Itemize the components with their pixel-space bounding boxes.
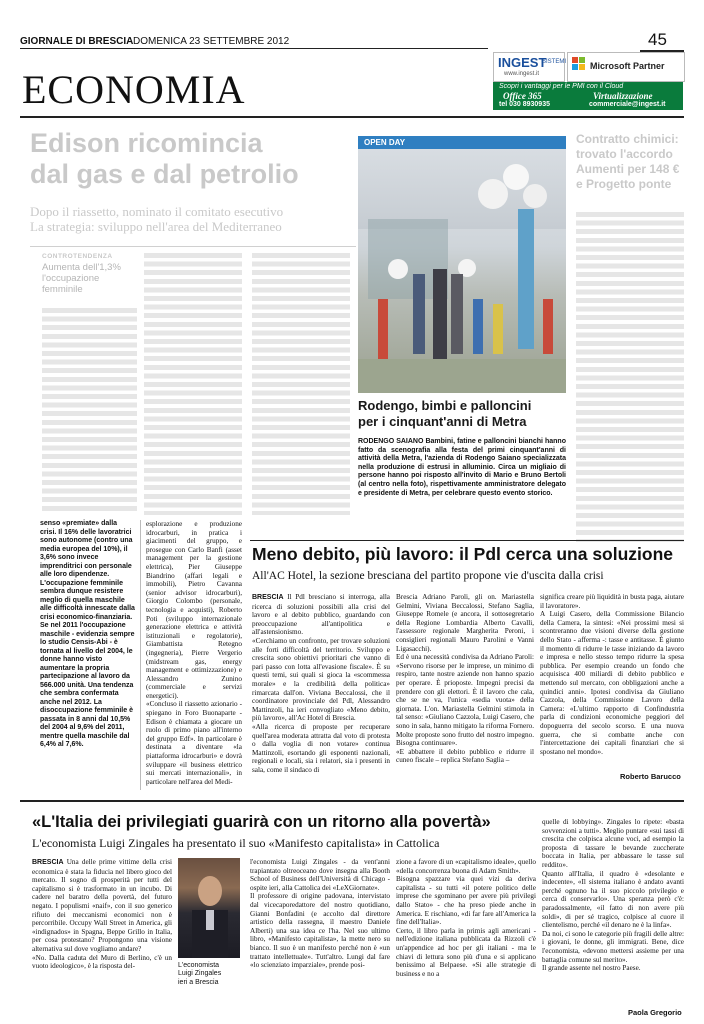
lead-col2: esplorazione e produzione idrocarburi, in pratica i giacimenti del gruppo, e prosegue con Carlo Banfi (asset management per la gestione elettrica), Pier Giuseppe Biandrino (affari legali e immobili), Pietro Cavanna (senior advisor idrocarburi), Giorgio Colombo (personale, tecnologia e acquisti), Roberto Poti (sviluppo internazionale generazione elettrica e attività istituzionali e regolatorie), Giambattista Retegno (ingegneria), Pierre Vergerio (midstream gas, energy management e ottimizzazione) e Alessandro Zunino (commerciale e servizi energetici). «Concluso il riassetto azionario - spiegano in Foro Buonaparte - Edison è chiamata a giocare un ruolo di primo piano all'interno del gruppo Edf». In particolare è destinata a diventare «la piattaforma idrocarburi» e dovrà sviluppare «il business elettrico sui mercati internazionali», in particolare nell'area del Medi- — [146, 520, 242, 786]
section-title: ECONOMIA — [22, 67, 246, 112]
pdl-headline: Meno debito, più lavoro: il Pdl cerca una soluzione — [252, 544, 674, 564]
lead-rule — [30, 246, 356, 247]
ad-virtual: Virtualizzazione — [593, 91, 653, 101]
zingales-subtitle: L'economista Luigi Zingales ha presentato il suo «Manifesto capitalista» in Cattolica — [32, 836, 440, 850]
zingales-col1 — [32, 858, 172, 971]
photo-caption-line1: L'economista — [178, 962, 220, 969]
pdl-dateline: BRESCIA — [252, 594, 284, 601]
open-day-caption — [358, 438, 566, 498]
zingales-headline: «L'Italia dei privilegiati guarirà con un ritorno alla povertà» — [32, 813, 491, 831]
ad-tagline: Scopri i vantaggi per le PMI con il Cloud — [499, 83, 624, 90]
zingales-author: Paola Gregorio — [628, 1008, 682, 1017]
section-rule — [20, 116, 684, 118]
ad-url: www.ingest.it — [504, 71, 540, 77]
pdl-author: Roberto Barucco — [620, 772, 681, 781]
chimici-headline-line3: Aumenti per 148 € — [576, 162, 680, 176]
ad-brand: INGEST — [498, 55, 547, 70]
pdl-col2: Brescia Adriano Paroli, gli on. Mariastella Gelmini, Viviana Beccalossi, Stefano Saglia, Giuseppe Romele (e ancora, il sottosegretario della Regione Lombardia Alberto Cavalli, l'assessore regionale Margherita Peroni, i consiglieri regionali Mauro Parolini e Vanni Ligasacchi). Ed è una necessità condivisa da Adriano Paroli: «Servono risorse per le imprese, un minimo di respiro, tante nostre aziende non hanno spazio per operare. È prioposte. Impegni precisi da prendere con gli elettori. È il lavoro che cala, che se ne va, l'unica «sedia vuota» della giornata. L'on. Mariastella Gelmini stimola in tal senso: «Giuliano Cazzola, Luigi Casero, che sono in sala, hanno mitigato la riforma Fornero. Molte proposte sono frutto del nostro impegno. Bisogna continuare». «E abbattere il debito pubblico e ridurre il cuneo fiscale – replica Stefano Saglia – — [396, 593, 534, 765]
chimici-headline-line2: trovato l'accordo — [576, 147, 673, 161]
zingales-col2: l'economista Luigi Zingales - da vent'anni trapiantato oltreoceano dove insegna alla Booth School of Business dell'Università di Chicago - ospite ieri, alla Cattolica dei «LeXGiornate». Il professore di origine padovana, intervistato dal vicecaporedattore del nostro quotidiano, Gianni Bonfadini (e accolto dal direttore artistico della rassegna, il maestro Daniele Alberti) una sua idea ce l'ha. Nel suo ultimo libro, «Manifesto capitalista», la mette nero su bianco. Il suo è un manifesto perché non è «un trattato intellettuale». Tutt'altro. Lungi dal fare «lo scienziato imparziale», prende posi- — [250, 858, 390, 970]
pdl-top-rule — [250, 540, 684, 541]
lead-faded-col1 — [144, 253, 242, 515]
pdl-col3: significa creare più liquidità in busta paga, aiutare il lavoratore». A Luigi Casero, della Commissione Bilancio della Camera, la sintesi: «Nei prossimi mesi si scontreranno due visioni diverse della gestione dello Stato - afferma -: tasse e antitasse. È giunto il momento di ridurre le tasse iniziando da lavoro e impresa e nello stesso tempo ridurre la spesa pubblica. Per esempio creando un fondo che acquisisca 400 miliardi di debito pubblico e mettendo sul mercato, con obbligazioni anche a quindici anni». Ipotesi condivisa da Giuliano Cazzola, della Commissione Lavoro della Camera: «L'ultimo rapporto di Confindustria parla di condizioni economiche peggiori del dopoguerra del secolo scorso. E una nuova guerra, che si combatte anche con l'intercettazione dei capitali finanziari che si spostano nel mondo». — [540, 593, 684, 756]
ingest-logo — [493, 52, 565, 82]
pdl-col1-text: Il Pdl bresciano si interroga, alla ricerca di soluzioni possibili alla crisi del lavoro e al debito pubblico, guardando con preoccupazione all'antipolitica e all'astensionismo. «Cerchiamo un confronto, per trovare soluzioni alle forti difficoltà del territorio. Sviluppo e crescita sono obiettivi prioritari che vanno di pari passo con lotta all'evasione fiscale». È su questi temi, sui quali si gioca la «scommessa morale» e la credibilità della politica» rimarcata dall'on. Viviana Beccalossi, che il coordinatore provinciale del Pdl, Alessandro Mattinzoli, ha ieri convogliato «Meno debito, più lavoro», all'Ac Hotel di Brescia. «Alla ricerca di proposte per recuperare quell'area moderata attratta dal voto di protesta o dalla voglia di non votare» continua Mattinzoli, esortando gli esponenti nazionali, regionali e locali, sia i relatori, sia i presenti in sala, come il sindaco di — [252, 593, 391, 774]
side-faded-text — [42, 308, 137, 514]
open-day-headline-line1: Rodengo, bimbi e palloncini — [358, 398, 532, 413]
zingales-photo-caption — [178, 962, 240, 987]
lead-headline-line2: dal gas e dal petrolio — [30, 159, 299, 189]
microsoft-partner-logo — [567, 52, 685, 82]
ad-phone: tel 030 8930935 — [499, 101, 550, 108]
lead-subtitle-line1: Dopo il riassetto, nominato il comitato esecutivo — [30, 204, 284, 219]
ad-office: Office 365 — [503, 91, 542, 101]
photo-caption-line2: Luigi Zingales — [178, 970, 222, 978]
ad-partner: Microsoft Partner — [590, 61, 665, 71]
advertisement[interactable] — [493, 52, 683, 110]
zingales-col1-text: Una delle prime vittime della crisi economica è stata la fiducia nel libero gioco del mercato. Il sogno di prosperità per tutti del capitalismo si è trasformato in un incubo. Di cadere nel baratro della povertà, del futuro negato. I populismi «naif», con il suo generico rifiuto dei meccanismi economici non è percorribile. Occupy Wall Street in America, gli «indignados» in Spagna, Beppe Grillo in Italia, per cosa protestano? Propongono una visione alternativa sul dove vogliamo andare? «No. Dalla caduta del Muro di Berlino, c'è un vuoto ideologico», è la risposta del- — [32, 858, 173, 971]
pdl-subtitle: All'AC Hotel, la sezione bresciana del partito propone vie d'uscita dalla crisi — [252, 570, 604, 582]
open-day-caption-text: Bambini, fatine e palloncini bianchi hanno fatto da scenografia alla festa del primi cinquant'anni di attività della Metra, l'azienda di Rodengo Saiano specializzata nella produzione di estrusi in alluminio. Circa un migliaio di persone hanno poi risposto all'invito di Mario e Bruno Bertoli (al centro nella foto), rispettivamente amministratore delegato e presidente di Metra, per celebrare questo evento storico. — [358, 438, 566, 497]
lead-subtitle — [30, 204, 283, 234]
lead-headline — [30, 128, 299, 190]
header-rule — [20, 48, 488, 49]
issue-date: DOMENICA 23 SETTEMBRE 2012 — [133, 36, 290, 47]
zingales-top-rule — [20, 800, 684, 802]
chimici-headline-line4: e Progetto ponte — [576, 177, 672, 191]
zingales-photo — [178, 858, 240, 958]
side-kicker: CONTROTENDENZA — [42, 253, 113, 260]
ad-banner — [493, 82, 683, 110]
chimici-headline-line1: Contratto chimici: — [576, 132, 679, 146]
lead-faded-col2 — [252, 253, 350, 515]
lead-subtitle-line2: La strategia: sviluppo nell'area del Mediterraneo — [30, 219, 282, 234]
zingales-col4: quelle di lobbying». Zingales lo ripete: «basta sovvenzioni a tutti». Meglio puntare «sui tassi di crescita che colpisca alcune voci, ad esempio la proposta di tassare le bevande zuccherate boccata in Italia, per abbassare le tasse sul reddito». Quanto all'Italia, il quadro è «desolante e indecente», «Il sistema italiano è andato avanti perché ognuno ha il suo piccolo privilegio e cerca di conservarlo». Una speranza però c'è: paradossalmente, «il fatto di non avere più soldi», di per sé tragico, colpisce al cuore il clientelismo, perché «il denaro ne è la linfa». Da noi, ci sono le categorie più fragili delle altre: i giovani, le donne, gli immigrati. Bene, dice l'economista, «devono mettersi assieme per una battaglia comune sul merito». Il grande assente nel nostro Paese. — [542, 818, 684, 973]
pdl-col1 — [252, 593, 390, 774]
photo-caption-line3: ieri a Brescia — [178, 978, 219, 986]
newspaper-name: GIORNALE DI BRESCIA — [20, 36, 134, 47]
chimici-faded-text — [576, 212, 684, 542]
open-day-headline-line2: per i cinquant'anni di Metra — [358, 414, 527, 429]
zingales-col3: zione a favore di un «capitalismo ideale», quello «della concorrenza buona di Adam Smith». Bisogna spazzare via quei vizi da deriva capitalista - su tutti «il potere politico delle imprese che sgominano per avere più privilegi dallo Stato» - che ha preso piede anche in America. E rischiano, «di far fare all'America la fine dell'Italia». Certo, il libro parla in primis agli americani - nell'edizione italiana pubblicata da Rizzoli c'è un'appendice ad hoc per gli italiani - ma le chiavi di lettura sono più d'una e si applicano benissimo al Belpaese. «Si alle strategie di business e no a — [396, 858, 536, 978]
side-title: Aumenta dell'1,3% l'occupazione femminile — [42, 262, 121, 295]
ad-brand-sub: SISTEMI — [542, 59, 567, 65]
chimici-headline — [576, 132, 684, 192]
page-number: 45 — [648, 30, 667, 49]
column-divider — [140, 520, 141, 790]
open-day-headline — [358, 398, 568, 430]
side-body: senso «premiate» dalla crisi. Il 16% delle lavoratrici sono autonome (contro una media europea del 10%), il 3,6% sono invece imprenditrici con personale alle loro dipendenze. L'occupazione femminile sembra dunque resistere meglio di quella maschile alle difficoltà innescate dalla crisi economico-finanziaria. Se nel 2011 l'occupazione maschile - evidenzia sempre lo studio Censis-Abi - è tornata al livello del 2004, le donne hanno visto aumentare la propria partecipazione al lavoro da 566.000 unità. Una tendenza che sembra confermata anche nel 2012. La disoccupazione femminile è passata in 8 anni dal 10,5% del 2004 al 9,6% del 2011, mentre quella maschile dal 6,4% al 7,6%. — [40, 520, 135, 748]
open-day-caption-lead: RODENGO SAIANO — [358, 438, 424, 445]
lead-headline-line1: Edison ricomincia — [30, 128, 263, 158]
open-day-kicker: OPEN DAY — [358, 136, 566, 149]
ad-email: commerciale@ingest.it — [589, 101, 666, 108]
windows-flag-icon — [572, 57, 586, 71]
zingales-dateline: BRESCIA — [32, 859, 64, 866]
metra-photo — [358, 149, 566, 393]
